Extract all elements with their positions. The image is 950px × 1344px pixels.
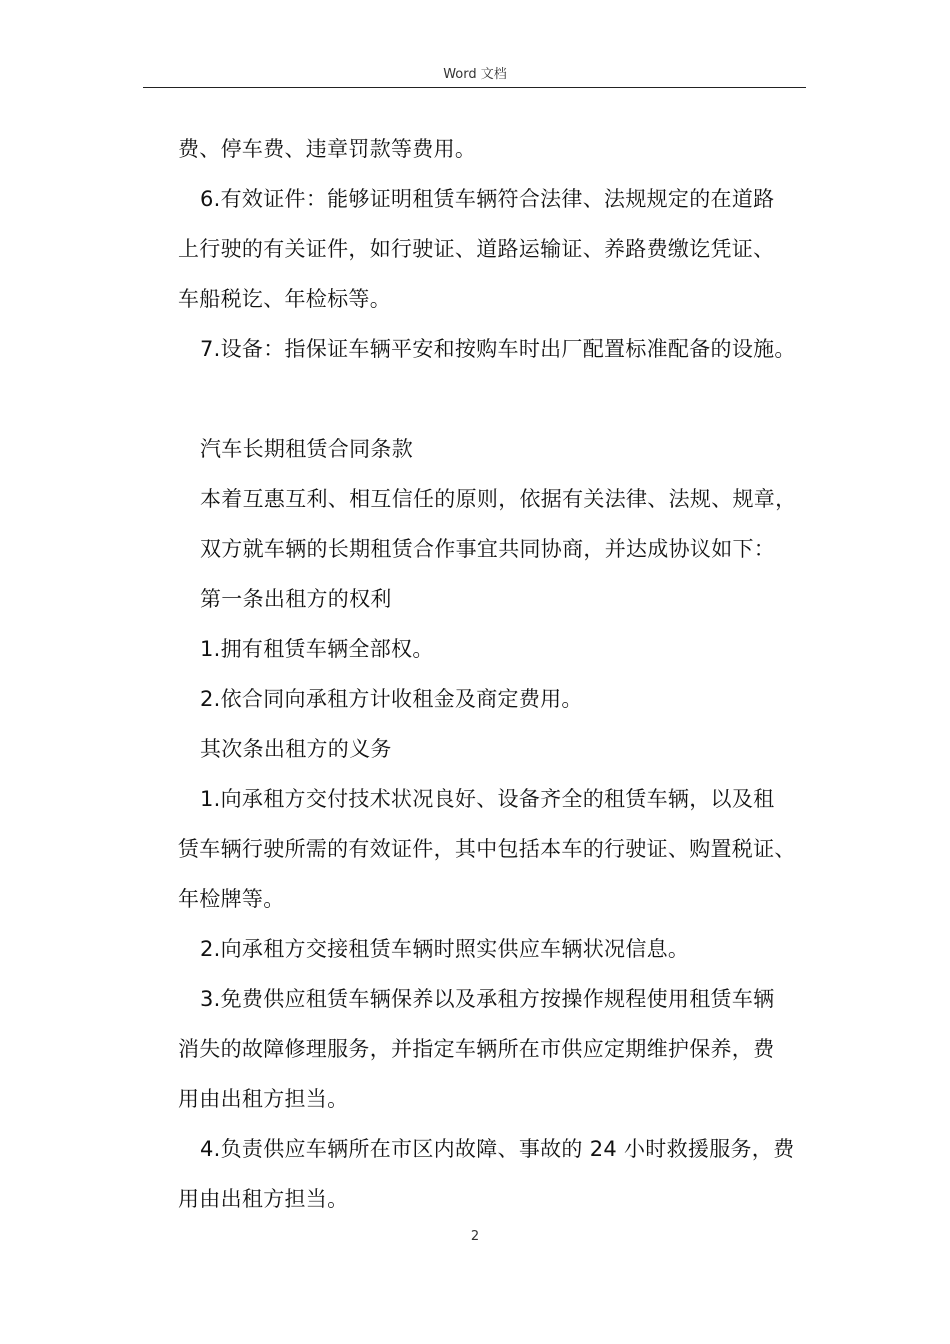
paragraph-line: 上行驶的有关证件，如行驶证、道路运输证、养路费缴讫凭证、 [178, 237, 775, 261]
document-body [178, 124, 818, 1224]
paragraph-line: 6.有效证件：能够证明租赁车辆符合法律、法规规定的在道路 [200, 187, 775, 211]
page-header: Word 文档 [443, 67, 507, 82]
paragraph-line: 7.设备：指保证车辆平安和按购车时出厂配置标准配备的设施。 [200, 337, 796, 361]
paragraph-line: 双方就车辆的长期租赁合作事宜共同协商，并达成协议如下： [200, 537, 776, 561]
paragraph-line: 2.依合同向承租方计收租金及商定费用。 [200, 687, 583, 711]
paragraph-line: 3.免费供应租赁车辆保养以及承租方按操作规程使用租赁车辆 [200, 987, 775, 1011]
paragraph-line: 赁车辆行驶所需的有效证件，其中包括本车的行驶证、购置税证、 [178, 837, 796, 861]
paragraph-line: 本着互惠互利、相互信任的原则，依据有关法律、法规、规章， [200, 487, 797, 511]
paragraph-line: 费、停车费、违章罚款等费用。 [178, 137, 477, 161]
paragraph-line: 4.负责供应车辆所在市区内故障、事故的 24 小时救援服务，费 [200, 1137, 795, 1161]
paragraph-line: 消失的故障修理服务，并指定车辆所在市供应定期维护保养，费 [178, 1037, 775, 1061]
header-divider [143, 87, 806, 88]
paragraph-line: 2.向承租方交接租赁车辆时照实供应车辆状况信息。 [200, 937, 690, 961]
paragraph-line: 1.向承租方交付技术状况良好、设备齐全的租赁车辆，以及租 [200, 787, 775, 811]
article-heading: 其次条出租方的义务 [200, 737, 392, 761]
paragraph-line: 年检牌等。 [178, 887, 285, 911]
section-title: 汽车长期租赁合同条款 [200, 437, 413, 461]
paragraph-line: 用由出租方担当。 [178, 1087, 349, 1111]
blank-line [178, 374, 818, 424]
page-number: 2 [470, 1229, 480, 1244]
paragraph-line: 用由出租方担当。 [178, 1187, 349, 1211]
paragraph-line: 车船税讫、年检标等。 [178, 287, 391, 311]
paragraph-line: 1.拥有租赁车辆全部权。 [200, 637, 434, 661]
article-heading: 第一条出租方的权利 [200, 587, 392, 611]
